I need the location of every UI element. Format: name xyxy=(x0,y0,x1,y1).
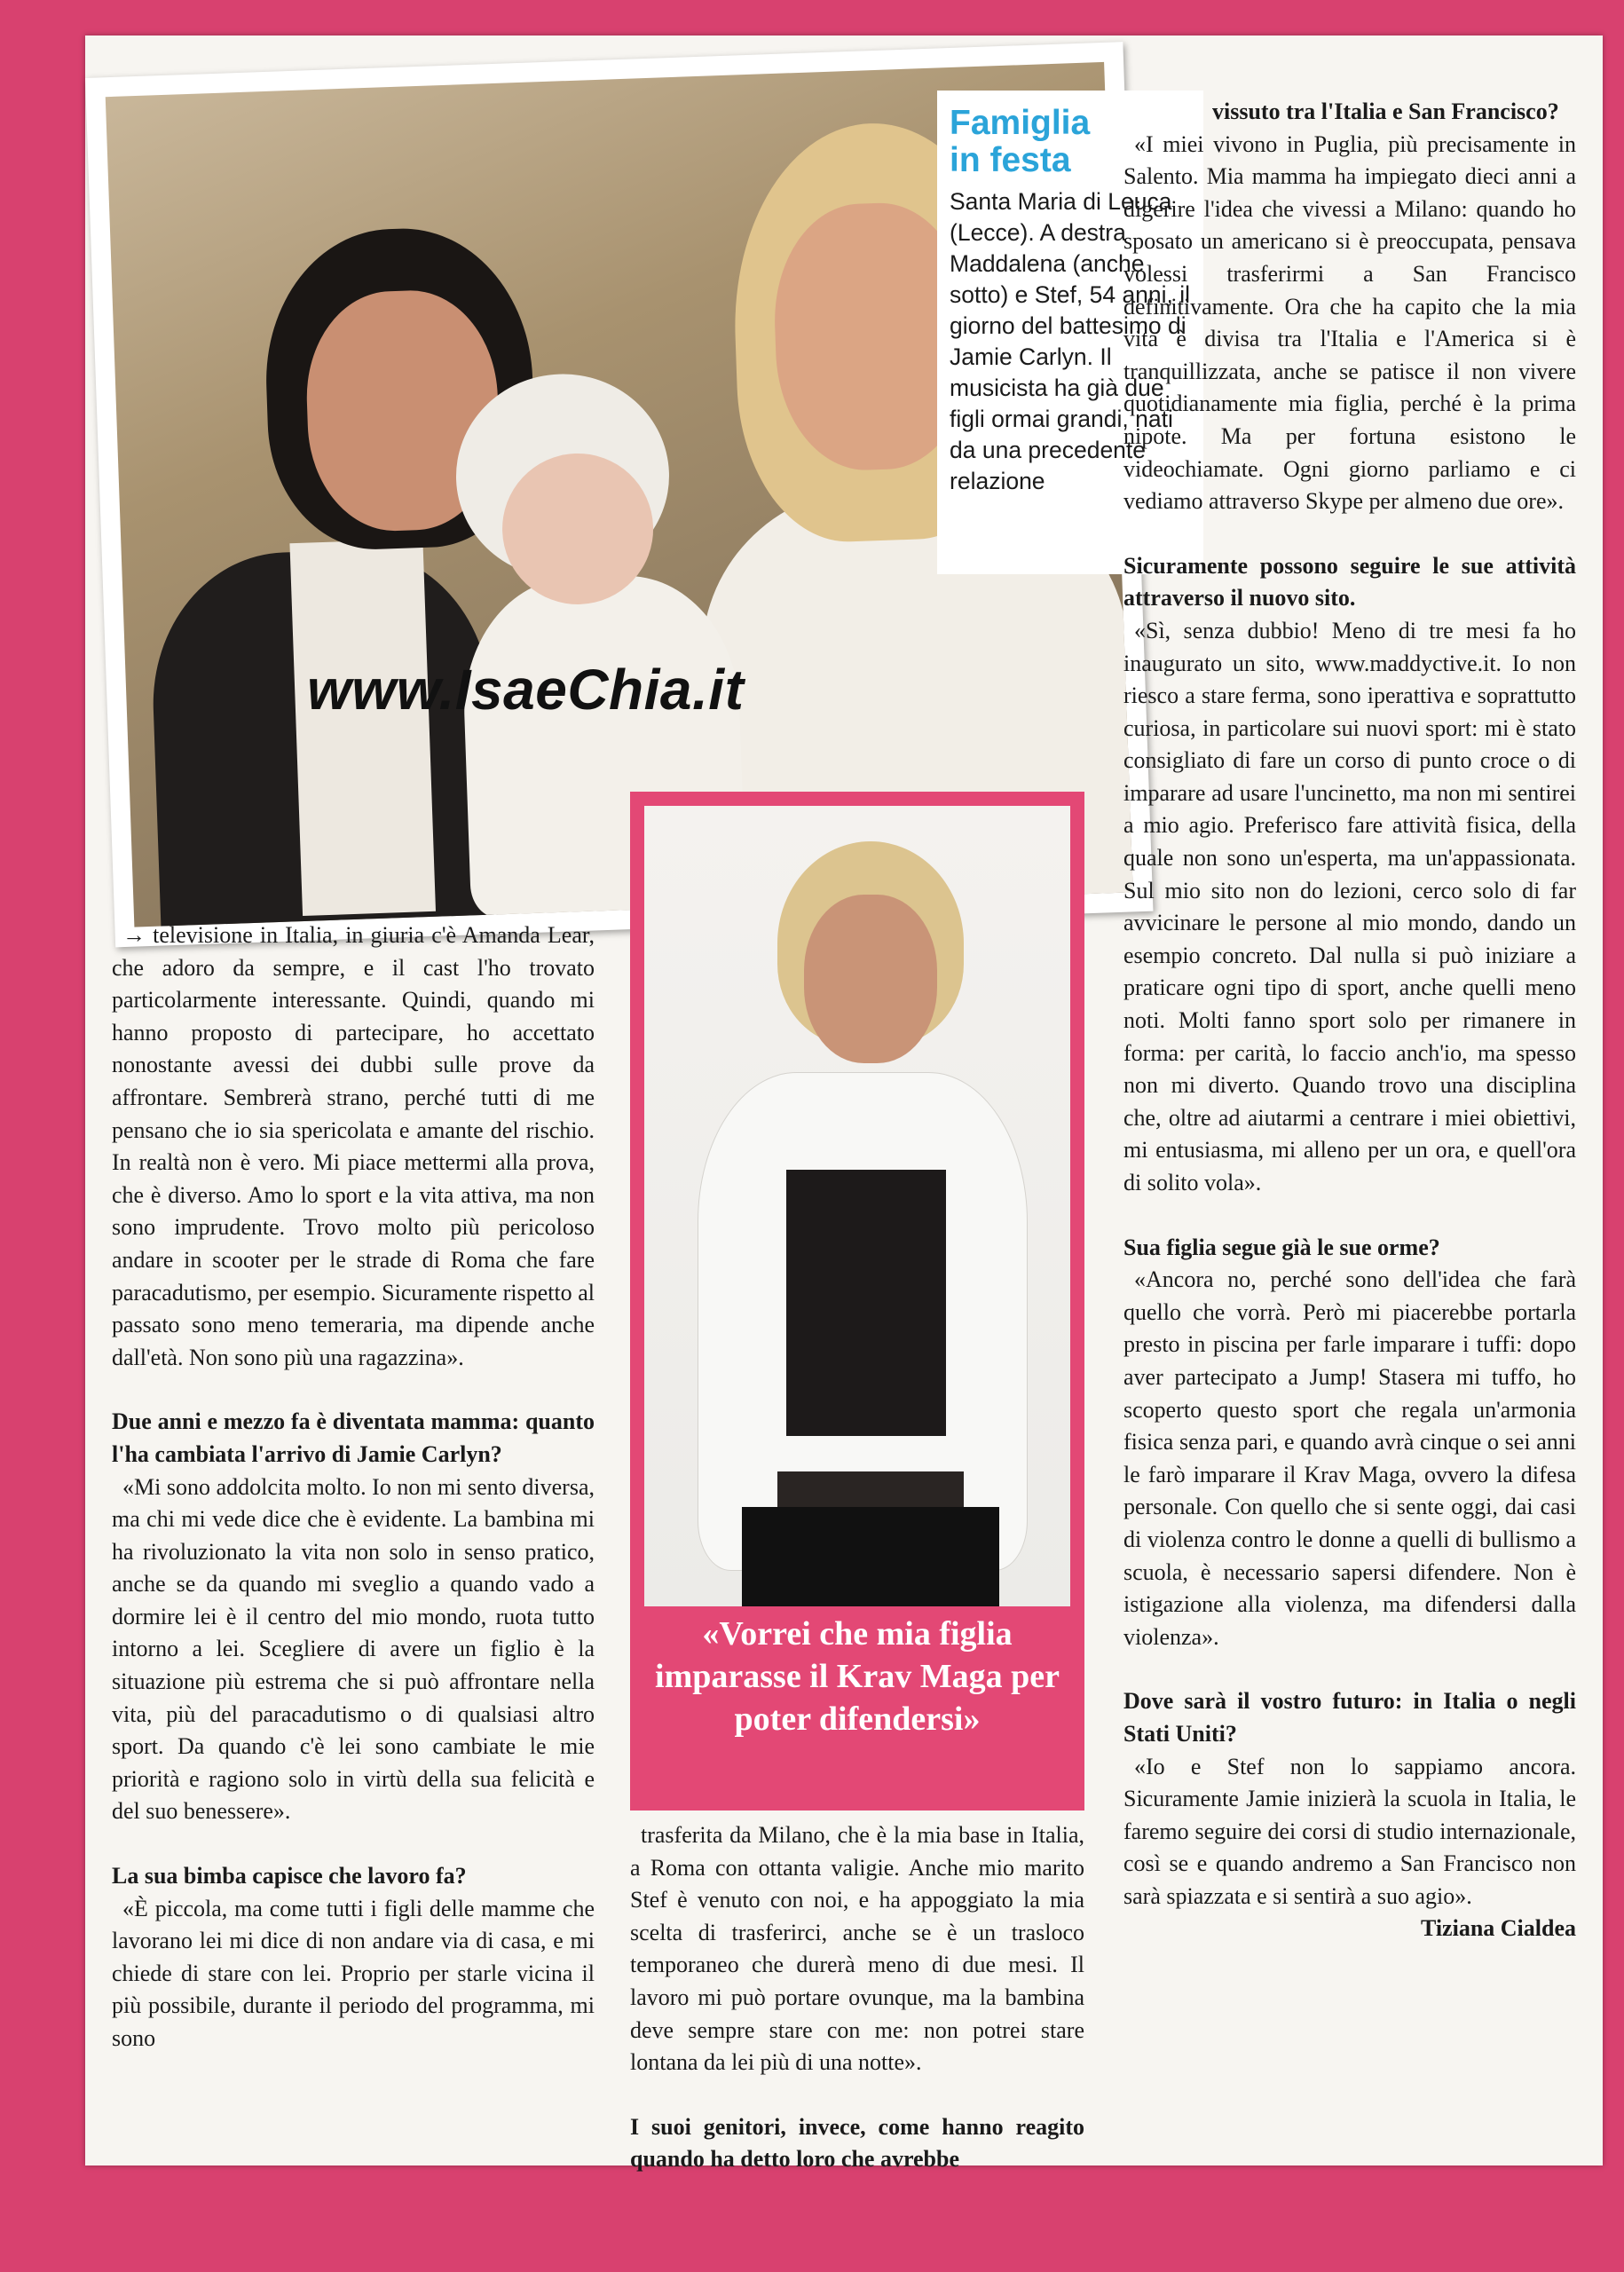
question-heading: Sicuramente possono seguire le sue attività attraverso il nuovo sito. xyxy=(1123,552,1576,611)
portrait-top xyxy=(786,1170,946,1436)
question-heading: Due anni e mezzo fa è diventata mamma: quanto l'ha cambiata l'arrivo di Jamie Carlyn? xyxy=(112,1408,595,1467)
question-heading: La sua bimba capisce che lavoro fa? xyxy=(112,1863,467,1889)
paragraph: trasferita da Milano, che è la mia base in Italia, a Roma con ottanta valigie. Anche mio marito Stef è venuto con noi, e ha appoggiato la mia scelta di trasferirci, anche se è un trasloco temporaneo che durerà meno di due mesi. Il lavoro mi può portare ovunque, ma la bambina deve sempre stare con me: non potrei stare lontana da lei più di una notte». xyxy=(630,1822,1084,2076)
answer-paragraph: «È piccola, ma come tutti i figli delle mamme che lavorano lei mi dice di non andare via di casa, e mi chiede di stare con lei. Proprio per starle vicina il più possibile, durante il periodo del programma, mi sono xyxy=(112,1895,595,2051)
caption-title-line1: Famiglia xyxy=(950,104,1091,142)
watermark-text: www.IsaeChia.it xyxy=(307,658,745,722)
column-middle xyxy=(630,1819,1084,2176)
portrait-belt xyxy=(777,1471,964,1507)
magazine-page xyxy=(85,36,1603,2173)
caption-title-line2: in festa xyxy=(950,141,1071,179)
column-right xyxy=(1123,96,1576,1945)
author-signature: Tiziana Cialdea xyxy=(1420,1915,1576,1942)
answer-paragraph: «Ancora no, perché sono dell'idea che farà quello che vorrà. Però mi piacerebbe portarla presto in piscina per farle imparare i tuffi: dopo aver partecipato a Jump! Stasera mi tuffo, ho scoperto questo sport che regala un'armonia fisica senza pari, e quando avrà cinque o sei anni le farò imparare il Krav Maga, ovvero la difesa personale. Con quello che si sente oggi, dai casi di violenza contro le donne a quelli di bullismo a scuola, è necessario sapersi difendere. Non è istigazione alla violenza, ma difendersi dalla violenza». xyxy=(1123,1266,1576,1650)
photo-man-shirt xyxy=(289,539,436,916)
answer-paragraph: «Io e Stef non lo sappiamo ancora. Sicuramente Jamie inizierà la scuola in Italia, le faremo seguire dei corsi di studio internazionale, così se e quando andremo a San Francisco non sarà spiazzata e si sentirà a suo agio». xyxy=(1123,1753,1576,1909)
pull-quote: «Vorrei che mia figlia imparasse il Krav Maga per poter difendersi» xyxy=(655,1615,1060,1738)
column-left xyxy=(112,919,595,2055)
question-heading: vissuto tra l'Italia e San Francisco? xyxy=(1212,99,1559,124)
answer-paragraph: «I miei vivono in Puglia, più precisamente in Salento. Mia mamma ha impiegato dieci anni a digerire l'idea che vivessi a Milano: quando ho sposato un americano si è preoccupata, pensava volessi trasferirmi a San Francisco definitivamente. Ora che ha capito che la mia vita è divisa tra l'Italia e l'America si è tranquillizzata, anche se patisce il non vivere quotidianamente mia figlia, perché è la prima nipote. Ma per fortuna esistono le videochiamate. Ogni giorno parliamo e ci vediamo attraverso Skype per almeno due ore». xyxy=(1123,130,1576,515)
portrait-photo xyxy=(644,806,1070,1606)
portrait-face xyxy=(804,895,937,1063)
question-heading: Sua figlia segue già le sue orme? xyxy=(1123,1234,1440,1260)
portrait-frame xyxy=(630,792,1084,1810)
caption-text: Santa Maria di Leuca (Lecce). A destra Maddalena (anche sotto) e Stef, 54 anni, il giorno del battesimo di Jamie Carlyn. Il musicista ha già due figli ormai grandi, nati da una precedente relazione xyxy=(950,188,1191,494)
question-heading: I suoi genitori, invece, come hanno reagito quando ha detto loro che avrebbe xyxy=(630,2113,1084,2173)
answer-paragraph: «Sì, senza dubbio! Meno di tre mesi fa ho inaugurato un sito, www.maddyctive.it. Io non riesco a stare ferma, sono iperattiva e soprattutto curiosa, in particolare sui nuovi sport: mi è stato consigliato di fare un corso di punto croce o di imparare ad usare l'uncinetto, ma non mi sentirei a mio agio. Preferisco fare attività fisica, della quale non sono un'esperta, ma un'appassionata. Sul mio sito non do lezioni, cerco solo di far avvicinare le persone al mio mondo, dando un esempio concreto. Dal nulla si può iniziare a praticare ogni tipo di sport, anche quelli meno noti. Molti fanno sport solo per rimanere in forma: per carità, lo faccio anch'io, ma spesso non mi diverto. Quando trovo una disciplina che, oltre ad aiutarmi a centrare i miei obiettivi, mi entusiasma, mi alleno per un ora, e quell'ora di solito vola». xyxy=(1123,617,1576,1195)
portrait-skirt xyxy=(742,1507,999,1606)
answer-paragraph: «Mi sono addolcita molto. Io non mi sento diversa, ma chi mi vede dice che è evidente. La bambina mi ha rivoluzionato la vita non solo in senso pratico, anche se da quando mi sveglio a quando vado a dormire lei è il centro del mio mondo, ruota tutto intorno a lei. Scegliere di avere un figlio è la situazione più estrema che si può affrontare nella vita, più del paracadutismo o di qualsiasi altro sport. Da quando c'è lei sono cambiate le mie priorità e ragiono solo in virtù della sua felicità e del suo benessere». xyxy=(112,1473,595,1825)
paragraph: → televisione in Italia, in giuria c'è Amanda Lear, che adoro da sempre, e il cast l'ho trovato particolarmente interessante. Quindi, quando mi hanno proposto di partecipare, ho accettato nonostante avessi dei dubbi sulle prove da affrontare. Sembrerà strano, perché tutti di me pensano che io sia spericolata e amante del rischio. In realtà non è vero. Mi piace mettermi alla prova, che è diverso. Amo lo sport e la vita attiva, ma non sono imprudente. Trovo molto più pericoloso andare in scooter per le strade di Roma che fare paracadutismo, per esempio. Sicuramente rispetto al passato sono meno temeraria, ma dipende anche dall'età. Non sono più una ragazzina». xyxy=(112,922,595,1370)
question-heading: Dove sarà il vostro futuro: in Italia o negli Stati Uniti? xyxy=(1123,1688,1576,1747)
